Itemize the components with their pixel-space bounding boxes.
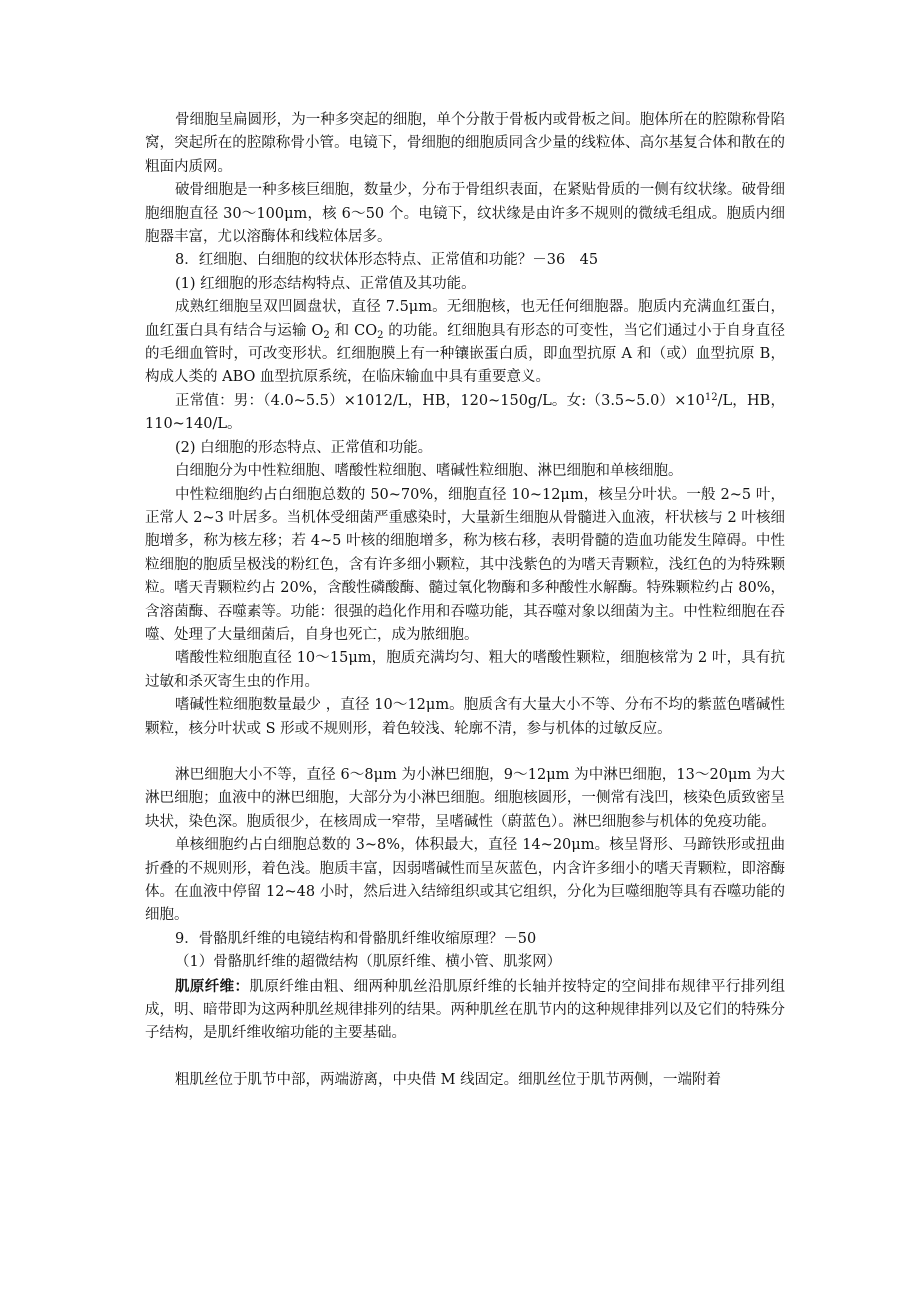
- blank-line-2: [145, 1046, 785, 1069]
- paragraph-eosinophil: 嗜酸性粒细胞直径 10～15μm，胞质充满均匀、粗大的嗜酸性颗粒，细胞核常为 2 叶，具有抗过敏和杀灭寄生虫的作用。: [145, 650, 785, 690]
- rbc-text-part-2: 和 CO: [329, 322, 378, 339]
- myofibril-text: 肌原纤维由粗、细两种肌丝沿肌原纤维的长轴并按特定的空间排布规律平行排列组成，明、暗带即为这两种肌丝规律排列的结果。两种肌丝在肌节内的这种规律排列以及它们的特殊分子结构，是肌纤维收缩功能的主要基础。: [145, 978, 785, 1042]
- paragraph-wbc-types: 白细胞分为中性粒细胞、嗜酸性粒细胞、嗜碱性粒细胞、淋巴细胞和单核细胞。: [175, 463, 683, 480]
- document-body: [145, 109, 785, 1092]
- paragraph-neutrophil: 中性粒细胞约占白细胞总数的 50~70%，细胞直径 10~12μm，核呈分叶状。一般 2~5 叶，正常人 2~3 叶居多。当机体受细菌严重感染时，大量新生细胞从骨髓进入血液，杆状核与 2 叶核细胞增多，称为核左移；若 4~5 叶核的细胞增多，称为核右移，表明骨髓的造血功能发生障碍。中性粒细胞的胞质呈极浅的粉红色，含有许多细小颗粒，其中浅紫色的为嗜天青颗粒，浅红色的为特殊颗粒。嗜天青颗粒约占 20%，含酸性磷酸酶、髓过氧化物酶和多种酸性水解酶。特殊颗粒约占 80%，含溶菌酶、吞噬素等。功能：很强的趋化作用和吞噬功能，其吞噬对象以细菌为主。中性粒细胞在吞噬、处理了大量细菌后，自身也死亡，成为脓细胞。: [145, 486, 785, 643]
- paragraph-osteocyte: 骨细胞呈扁圆形，为一种多突起的细胞，单个分散于骨板内或骨板之间。胞体所在的腔隙称骨陷窝，突起所在的腔隙称骨小管。电镜下，骨细胞的细胞质同含少量的线粒体、高尔基复合体和散在的粗面内质网。: [145, 112, 785, 175]
- o2-subscript: 2: [323, 329, 330, 341]
- rbc-normal-part-1: 正常值：男：（4.0~5.5）×1012/L，HB，120~150g/L。女:（3.5~5.0）×10: [175, 392, 705, 409]
- paragraph-rbc-normal-values: [145, 390, 785, 437]
- rbc-text-part-3: 的功能。红细胞具有形态的可变性，当它们通过小于自身直径的毛细血管时，可改变形状。红细胞膜上有一种镶嵌蛋白质，即血型抗原 A 和（或）血型抗原 B，构成人类的 ABO 血型抗原系统，在临床输血中具有重要意义。: [145, 322, 785, 386]
- question-8-subheading-wbc: (2) 白细胞的形态特点、正常值和功能。: [175, 439, 433, 456]
- paragraph-myofibril: [145, 975, 785, 1046]
- paragraph-lymphocyte: 淋巴细胞大小不等，直径 6～8μm 为小淋巴细胞，9～12μm 为中淋巴细胞，13～20μm 为大淋巴细胞；血液中的淋巴细胞，大部分为小淋巴细胞。细胞核圆形，一侧常有浅凹，核染色质致密呈块状，染色深。胞质很少，在核周成一窄带，呈嗜碱性（蔚蓝色）。淋巴细胞参与机体的免疫功能。: [145, 766, 785, 830]
- myofibril-label: 肌原纤维：: [175, 977, 250, 995]
- question-9-title: 9．骨骼肌纤维的电镜结构和骨骼肌纤维收缩原理？－50: [175, 930, 537, 947]
- paragraph-osteoclast: 破骨细胞是一种多核巨细胞，数量少，分布于骨组织表面，在紧贴骨质的一侧有纹状缘。破骨细胞细胞直径 30～100μm，核 6～50 个。电镜下，纹状缘是由许多不规则的微绒毛组成。胞质内细胞器丰富，尤以溶酶体和线粒体居多。: [145, 182, 785, 246]
- paragraph-rbc: [145, 296, 785, 390]
- co2-subscript: 2: [377, 329, 384, 341]
- blank-line: [145, 741, 785, 764]
- rbc-text-part-1: 成熟红细胞呈双凹圆盘状，直径 7.5μm。无细胞核，也无任何细胞器。胞质内充满血红蛋白，血红蛋白具有结合与运输 O: [145, 299, 785, 339]
- question-9-subheading: （1）骨骼肌纤维的超微结构（肌原纤维、横小管、肌浆网）: [175, 954, 562, 971]
- paragraph-basophil: 嗜碱性粒细胞数量最少 ，直径 10～12μm。胞质含有大量大小不等、分布不均的紫蓝色嗜碱性颗粒，核分叶状或 S 形或不规则形，着色较浅、轮廓不清，参与机体的过敏反应。: [145, 697, 785, 737]
- question-8-title: 8．红细胞、白细胞的纹状体形态特点、正常值和功能？－36 45: [175, 252, 599, 269]
- exponent-superscript: 12: [704, 391, 718, 403]
- question-8-subheading-rbc: (1) 红细胞的形态结构特点、正常值及其功能。: [175, 275, 476, 292]
- paragraph-monocyte: 单核细胞约占白细胞总数的 3~8%，体积最大，直径 14~20μm。核呈肾形、马蹄铁形或扭曲折叠的不规则形，着色浅。胞质丰富，因弱嗜碱性而呈灰蓝色，内含许多细小的嗜天青颗粒，即溶酶体。在血液中停留 12~48 小时，然后进入结缔组织或其它组织，分化为巨噬细胞等具有吞噬功能的细胞。: [145, 837, 785, 924]
- paragraph-filaments: 粗肌丝位于肌节中部，两端游离，中央借 M 线固定。细肌丝位于肌节两侧，一端附着: [175, 1071, 722, 1088]
- rbc-normal-part-2: /L，HB，110~140/L。: [145, 392, 785, 433]
